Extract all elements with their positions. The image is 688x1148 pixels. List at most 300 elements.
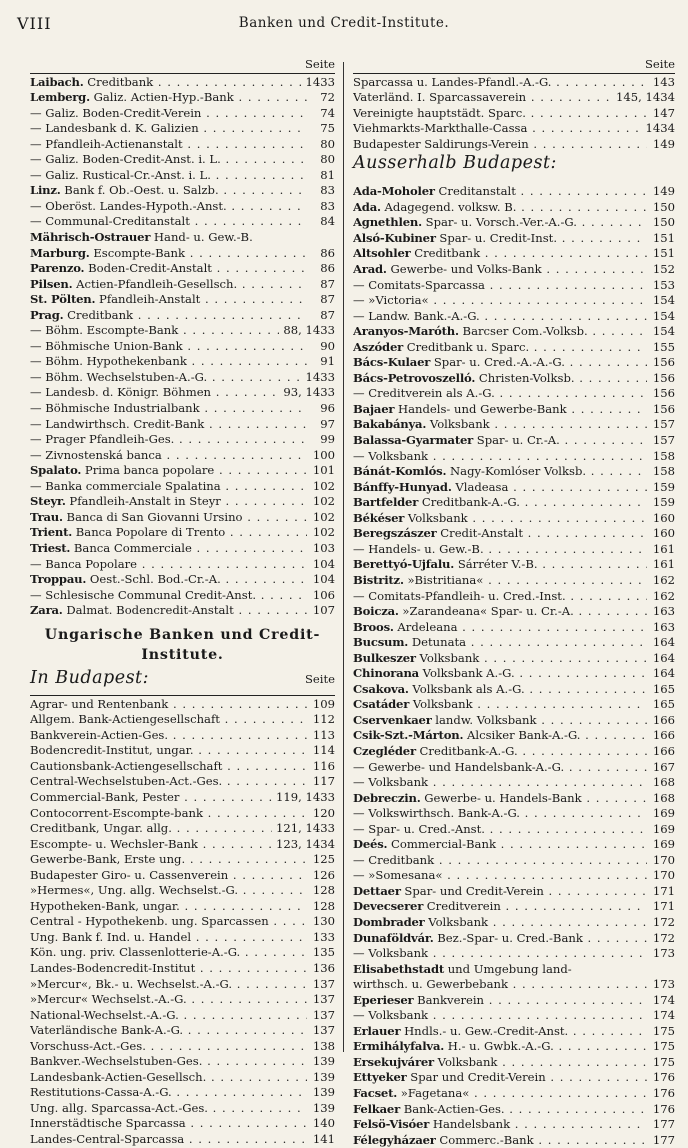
entry-text: Bank-Actien-Ges. xyxy=(400,1101,505,1116)
entry-page: 102 xyxy=(312,509,335,524)
entry-page: 156 xyxy=(652,355,675,370)
dot-leader xyxy=(529,137,647,151)
dot-leader xyxy=(566,589,647,603)
dot-leader xyxy=(496,837,647,851)
index-entry xyxy=(353,697,675,713)
entry-text: Bankverein xyxy=(413,992,485,1007)
entry-page: 154 xyxy=(652,293,675,308)
entry-name xyxy=(30,432,307,448)
index-entry xyxy=(353,433,675,449)
entry-name xyxy=(353,121,641,137)
entry-name xyxy=(353,977,647,993)
entry-text: — Oberöst. Landes-Hypoth.-Anst. xyxy=(30,198,227,213)
entry-text: Volksbank als A.-G. xyxy=(408,681,525,696)
entry-text: Creditbank u. Sparc. xyxy=(403,339,530,354)
entry-name xyxy=(30,354,307,370)
dot-leader xyxy=(516,200,647,214)
entry-name xyxy=(353,931,647,947)
entry-page: 165 xyxy=(652,697,675,712)
entry-page: 167 xyxy=(652,759,675,774)
entry-name xyxy=(30,463,307,479)
entry-page: 168 xyxy=(652,790,675,805)
sub-rule xyxy=(30,695,335,696)
dot-leader xyxy=(234,603,307,617)
page-number: VIII xyxy=(17,14,52,33)
entry-name xyxy=(353,511,647,527)
index-entry xyxy=(353,200,675,216)
entry-page: 156 xyxy=(652,401,675,416)
index-entry xyxy=(30,214,335,230)
dot-leader xyxy=(485,822,647,836)
index-entry xyxy=(353,106,675,122)
entry-page: 156 xyxy=(652,370,675,385)
entry-text: Agrar- und Rentenbank xyxy=(30,696,169,711)
entry-page: 174 xyxy=(652,1008,675,1023)
entry-name xyxy=(30,821,272,837)
dot-leader xyxy=(468,511,647,525)
dot-leader xyxy=(211,385,279,399)
entry-text: — Volksbank xyxy=(353,946,429,961)
entry-page: 97 xyxy=(320,416,335,431)
index-entry xyxy=(353,915,675,931)
entry-name xyxy=(353,386,647,402)
entry-text: — »Somesana« xyxy=(353,868,443,883)
dot-leader xyxy=(565,355,647,369)
index-entry xyxy=(353,309,675,325)
entry-text: Landes-Central-Sparcassa xyxy=(30,1132,185,1146)
entry-page: 158 xyxy=(652,464,675,479)
dot-leader xyxy=(192,541,307,555)
entry-text: Landesbank-Actien-Gesellsch. xyxy=(30,1069,207,1084)
entry-text: — Böhm. Hypothekenbank xyxy=(30,354,187,369)
entry-page: 1433 xyxy=(305,369,335,384)
index-entry xyxy=(30,1070,335,1086)
entry-name xyxy=(30,168,307,184)
index-entry xyxy=(353,760,675,776)
index-entry xyxy=(30,868,335,884)
index-entry xyxy=(30,541,335,557)
entry-name xyxy=(353,106,647,122)
index-entry xyxy=(353,775,675,791)
entry-name xyxy=(353,309,647,325)
entry-name xyxy=(30,837,272,853)
entry-text: Detunata xyxy=(408,635,467,650)
entry-name xyxy=(353,1070,647,1086)
index-entry xyxy=(353,1133,675,1148)
entry-page: 169 xyxy=(652,821,675,836)
entry-text: Pfandleih-Anstalt in Steyr xyxy=(65,494,221,509)
entry-page: 149 xyxy=(652,184,675,199)
dot-leader xyxy=(172,821,272,835)
entry-text: Creditbank-A.-G. xyxy=(418,495,520,510)
entry-name xyxy=(30,385,279,401)
entry-place: Felkaer xyxy=(353,1101,401,1116)
entry-text: Alcsiker Bank-A.-G. xyxy=(463,728,581,743)
entry-text: — Landwirthsch. Credit-Bank xyxy=(30,416,205,431)
entry-page: 102 xyxy=(312,478,335,493)
entry-text: Boden-Credit-Anstalt xyxy=(84,261,212,276)
entry-text: Escompte- u. Wechsler-Bank xyxy=(30,836,198,851)
entry-text: Contocorrent-Escompte-bank xyxy=(30,805,203,820)
dot-leader xyxy=(179,790,272,804)
entry-name xyxy=(353,868,647,884)
entry-name xyxy=(30,417,307,433)
entry-text: Commerc.-Bank xyxy=(435,1132,534,1147)
entry-name xyxy=(30,448,307,464)
dot-leader xyxy=(582,791,647,805)
entry-text: Cautionsbank-Actiengesellschaft xyxy=(30,758,223,773)
entry-text: Creditverein xyxy=(423,899,501,914)
dot-leader xyxy=(183,137,307,151)
entry-page: 168 xyxy=(652,775,675,790)
index-entry xyxy=(353,542,675,558)
entry-text: Volksbank xyxy=(433,1054,498,1069)
left-column xyxy=(30,57,335,1148)
entry-page: 128 xyxy=(312,883,335,898)
entry-text: — Landesb. d. Königr. Böhmen xyxy=(30,385,212,400)
dot-leader xyxy=(484,542,647,556)
page-header xyxy=(17,14,671,36)
entry-text: Gewerbe-Bank, Erste ung. xyxy=(30,852,186,867)
index-entry xyxy=(30,199,335,215)
entry-text: Restitutions-Cassa-A.-G. xyxy=(30,1085,172,1100)
entry-name xyxy=(353,651,647,667)
entry-page: 121, 1433 xyxy=(275,821,335,836)
entry-text: landw. Volksbank xyxy=(431,712,537,727)
entry-text: Vaterländische Bank-A.-G. xyxy=(30,1023,184,1038)
entry-name xyxy=(30,541,307,557)
dot-leader xyxy=(185,246,307,260)
entry-page: 100 xyxy=(312,447,335,462)
index-entry xyxy=(30,448,335,464)
entry-text: Vereinigte hauptstädt. Sparc. xyxy=(353,105,526,120)
entry-name xyxy=(30,121,307,137)
entry-name xyxy=(353,728,647,744)
dot-leader xyxy=(172,1085,307,1099)
entry-name xyxy=(30,75,301,91)
entry-name xyxy=(353,853,647,869)
dot-leader xyxy=(221,572,307,586)
dot-leader xyxy=(586,464,647,478)
entry-page: 117 xyxy=(312,774,335,789)
index-entry xyxy=(353,1070,675,1086)
dot-leader xyxy=(479,651,647,665)
entry-page: 88, 1433 xyxy=(283,323,335,338)
entry-text: Budapester Giro- u. Cassenverein xyxy=(30,867,229,882)
entry-text: — Communal-Creditanstalt xyxy=(30,214,190,229)
entry-name xyxy=(30,899,307,915)
dot-leader xyxy=(527,121,641,135)
entry-place: Dunaföldvár. xyxy=(353,930,434,945)
entry-name xyxy=(353,464,647,480)
entry-name xyxy=(30,106,307,122)
entry-page: 103 xyxy=(312,540,335,555)
entry-page: 83 xyxy=(320,198,335,213)
sub-seite-label: Seite xyxy=(304,671,335,686)
index-entry xyxy=(30,1054,335,1070)
dot-leader xyxy=(256,588,307,602)
dot-leader xyxy=(534,1133,647,1147)
entry-page: 154 xyxy=(652,324,675,339)
entry-page: 84 xyxy=(320,214,335,229)
index-entry xyxy=(353,495,675,511)
entry-text: Volksbank xyxy=(404,510,468,525)
entry-text: Spar- u. Credit-Inst. xyxy=(435,230,558,245)
dot-leader xyxy=(428,946,647,960)
entry-text: Actien-Pfandleih-Gesellsch. xyxy=(72,276,238,291)
entry-place: Czegléder xyxy=(353,743,416,758)
entry-text: Central-Wechselstuben-Act.-Ges. xyxy=(30,774,223,789)
entry-place: Bistritz. xyxy=(353,572,404,587)
entry-place: Csakova. xyxy=(353,681,409,696)
index-entry xyxy=(353,355,675,371)
entry-text: wirthsch. u. Gewerbebank xyxy=(353,977,508,992)
entry-text: — Böhmische Union-Bank xyxy=(30,338,183,353)
index-entry xyxy=(353,402,675,418)
entry-name xyxy=(30,401,307,417)
index-entry xyxy=(30,790,335,806)
entry-text: Volksbank A.-G. xyxy=(419,666,515,681)
index-entry xyxy=(30,852,335,868)
entry-place: Zara. xyxy=(30,603,63,618)
index-entry xyxy=(353,931,675,947)
entry-name xyxy=(353,262,647,278)
entry-place: Beregszászer xyxy=(353,526,437,541)
entry-text: National-Wechselst.-A.-G. xyxy=(30,1007,179,1022)
entry-name xyxy=(353,1133,647,1148)
index-entry xyxy=(30,1116,335,1132)
entry-page: 141 xyxy=(312,1132,335,1146)
sub-heading: In Budapest: xyxy=(30,667,149,688)
index-entry xyxy=(353,806,675,822)
dot-leader xyxy=(203,806,307,820)
entry-name xyxy=(30,339,307,355)
entry-place: Bács-Kulaer xyxy=(353,355,431,370)
entry-text: Spar- u. Cred.-A.-A.-G. xyxy=(430,355,565,370)
entry-page: 147 xyxy=(652,105,675,120)
entry-name xyxy=(353,137,647,153)
entry-name xyxy=(30,914,307,930)
dot-leader xyxy=(162,448,307,462)
header-rule-right xyxy=(353,73,675,74)
entry-name xyxy=(353,526,647,542)
entry-name xyxy=(353,75,647,91)
entry-page: 120 xyxy=(312,805,335,820)
entry-text: Oest.-Schl. Bod.-Cr.-A. xyxy=(86,572,221,587)
entry-name xyxy=(353,791,647,807)
entry-page: 150 xyxy=(652,215,675,230)
entry-page: 1434 xyxy=(645,121,675,136)
entry-place: Ada. xyxy=(353,199,381,214)
dot-leader xyxy=(501,899,647,913)
index-entry xyxy=(353,293,675,309)
entry-text: Allgem. Bank-Actiengesellschaft xyxy=(30,712,220,727)
entry-page: 128 xyxy=(312,898,335,913)
entry-page: 145, 1434 xyxy=(615,90,675,105)
entry-page: 86 xyxy=(320,245,335,260)
entry-place: Balassa-Gyarmater xyxy=(353,433,474,448)
dot-leader xyxy=(185,852,307,866)
index-entry xyxy=(353,215,675,231)
entry-name xyxy=(30,1070,307,1086)
index-entry xyxy=(30,525,335,541)
entry-place: Agnethlen. xyxy=(353,215,422,230)
dot-leader xyxy=(581,728,648,742)
index-entry xyxy=(30,1023,335,1039)
index-entry xyxy=(353,75,675,91)
entry-text: Creditbank xyxy=(83,74,154,89)
entry-name xyxy=(30,230,307,246)
entry-place: Ersekujvárer xyxy=(353,1054,434,1069)
index-entry xyxy=(353,1024,675,1040)
entry-page: 112 xyxy=(312,712,335,727)
entry-page: 123, 1434 xyxy=(275,836,335,851)
index-entry xyxy=(30,1039,335,1055)
dot-leader xyxy=(179,1008,307,1022)
index-entry xyxy=(30,572,335,588)
entry-name xyxy=(30,868,307,884)
entry-name xyxy=(353,1008,647,1024)
entry-place: Bánát-Komlós. xyxy=(353,464,447,479)
budapest-entries xyxy=(30,697,335,1148)
dot-leader xyxy=(523,526,647,540)
entry-name xyxy=(353,697,647,713)
entry-page: 169 xyxy=(652,837,675,852)
entry-page: 162 xyxy=(652,588,675,603)
dot-leader xyxy=(520,495,647,509)
index-entry xyxy=(353,791,675,807)
dot-leader xyxy=(183,1023,307,1037)
entry-text: — Volksbank xyxy=(353,448,429,463)
entry-text: Central - Hypothekenb. ung. Sparcassen xyxy=(30,914,269,929)
index-entry xyxy=(353,1055,675,1071)
index-entry xyxy=(30,277,335,293)
index-entry xyxy=(353,837,675,853)
entry-page: 175 xyxy=(652,1054,675,1069)
dot-leader xyxy=(220,712,307,726)
entry-text: Banca di San Giovanni Ursino xyxy=(62,509,243,524)
entry-name xyxy=(30,323,279,339)
entry-text: Volksbank xyxy=(409,697,473,712)
index-entry xyxy=(353,884,675,900)
entry-name xyxy=(353,1055,647,1071)
entry-text: — Creditbank xyxy=(353,852,435,867)
entry-text: — Landesbank d. K. Galizien xyxy=(30,121,199,136)
entry-text: Innerstädtische Sparcassa xyxy=(30,1116,186,1131)
entry-page: 138 xyxy=(312,1038,335,1053)
entry-page: 154 xyxy=(652,308,675,323)
entry-place: Dettaer xyxy=(353,883,401,898)
dot-leader xyxy=(428,775,647,789)
entry-place: Troppau. xyxy=(30,572,87,587)
index-entry xyxy=(30,1101,335,1117)
entry-text: — Galiz. Boden-Credit-Anst. i. L. xyxy=(30,152,221,167)
dot-leader xyxy=(568,1024,647,1038)
dot-leader xyxy=(526,90,612,104)
entry-text: — Volksbank xyxy=(353,1008,429,1023)
index-entry xyxy=(30,557,335,573)
entry-text: Volksbank xyxy=(415,650,480,665)
dot-leader xyxy=(497,1055,647,1069)
entry-place: Debreczin. xyxy=(353,790,421,805)
entry-page: 130 xyxy=(312,914,335,929)
entry-name xyxy=(353,760,647,776)
entry-page: 91 xyxy=(320,354,335,369)
index-entry xyxy=(30,90,335,106)
section-title: Ungarische Banken und Credit- xyxy=(44,626,321,643)
dot-leader xyxy=(564,760,647,774)
entry-name xyxy=(30,277,307,293)
entry-page: 140 xyxy=(312,1116,335,1131)
index-entry xyxy=(353,137,675,153)
dot-leader xyxy=(137,557,307,571)
entry-page: 164 xyxy=(652,650,675,665)
entry-name xyxy=(30,1039,307,1055)
entry-text: Bodencredit-Institut, ungar. xyxy=(30,743,194,758)
entry-page: 137 xyxy=(312,976,335,991)
index-entry xyxy=(30,510,335,526)
dot-leader xyxy=(211,168,307,182)
dot-leader xyxy=(200,292,307,306)
entry-name xyxy=(30,852,307,868)
entry-place: Lemberg. xyxy=(30,90,90,105)
index-entry xyxy=(353,262,675,278)
entry-page: 114 xyxy=(312,743,335,758)
index-entry xyxy=(30,385,335,401)
index-entry xyxy=(353,604,675,620)
dot-leader xyxy=(577,215,647,229)
entry-place: Linz. xyxy=(30,183,61,198)
entry-place: Laibach. xyxy=(30,74,84,89)
entry-name xyxy=(353,293,647,309)
index-entry xyxy=(30,168,335,184)
dot-leader xyxy=(240,945,307,959)
index-entry xyxy=(353,480,675,496)
entry-page: 163 xyxy=(652,604,675,619)
dot-leader xyxy=(554,1039,647,1053)
dot-leader xyxy=(575,371,647,385)
entry-page: 163 xyxy=(652,619,675,634)
index-entry xyxy=(353,899,675,915)
entry-text: »Fagetana« xyxy=(397,1086,470,1100)
entry-text: Galiz. Actien-Hyp.-Bank xyxy=(89,90,234,105)
entry-text: Creditbank xyxy=(63,307,134,322)
entry-name xyxy=(30,557,307,573)
index-entry xyxy=(30,1085,335,1101)
index-entry xyxy=(353,511,675,527)
entry-name xyxy=(353,899,647,915)
entry-name xyxy=(30,1008,307,1024)
entry-page: 172 xyxy=(652,914,675,929)
entry-text: Vaterländ. I. Sparcassaverein xyxy=(353,90,527,105)
entry-page: 133 xyxy=(312,929,335,944)
entry-page: 104 xyxy=(312,556,335,571)
index-entry xyxy=(30,308,335,324)
entry-page: 162 xyxy=(652,572,675,587)
dot-leader xyxy=(588,324,647,338)
entry-place: Devecserer xyxy=(353,899,424,914)
index-entry xyxy=(30,697,335,713)
dot-leader xyxy=(183,339,307,353)
entry-page: 90 xyxy=(320,338,335,353)
entry-place: Elisabethstadt xyxy=(353,961,445,976)
index-entry xyxy=(353,946,675,962)
dot-leader xyxy=(490,417,647,431)
dot-leader xyxy=(221,494,307,508)
dot-leader xyxy=(201,106,307,120)
entry-text: Handels- und Gewerbe-Bank xyxy=(394,401,567,416)
entry-name xyxy=(30,743,307,759)
